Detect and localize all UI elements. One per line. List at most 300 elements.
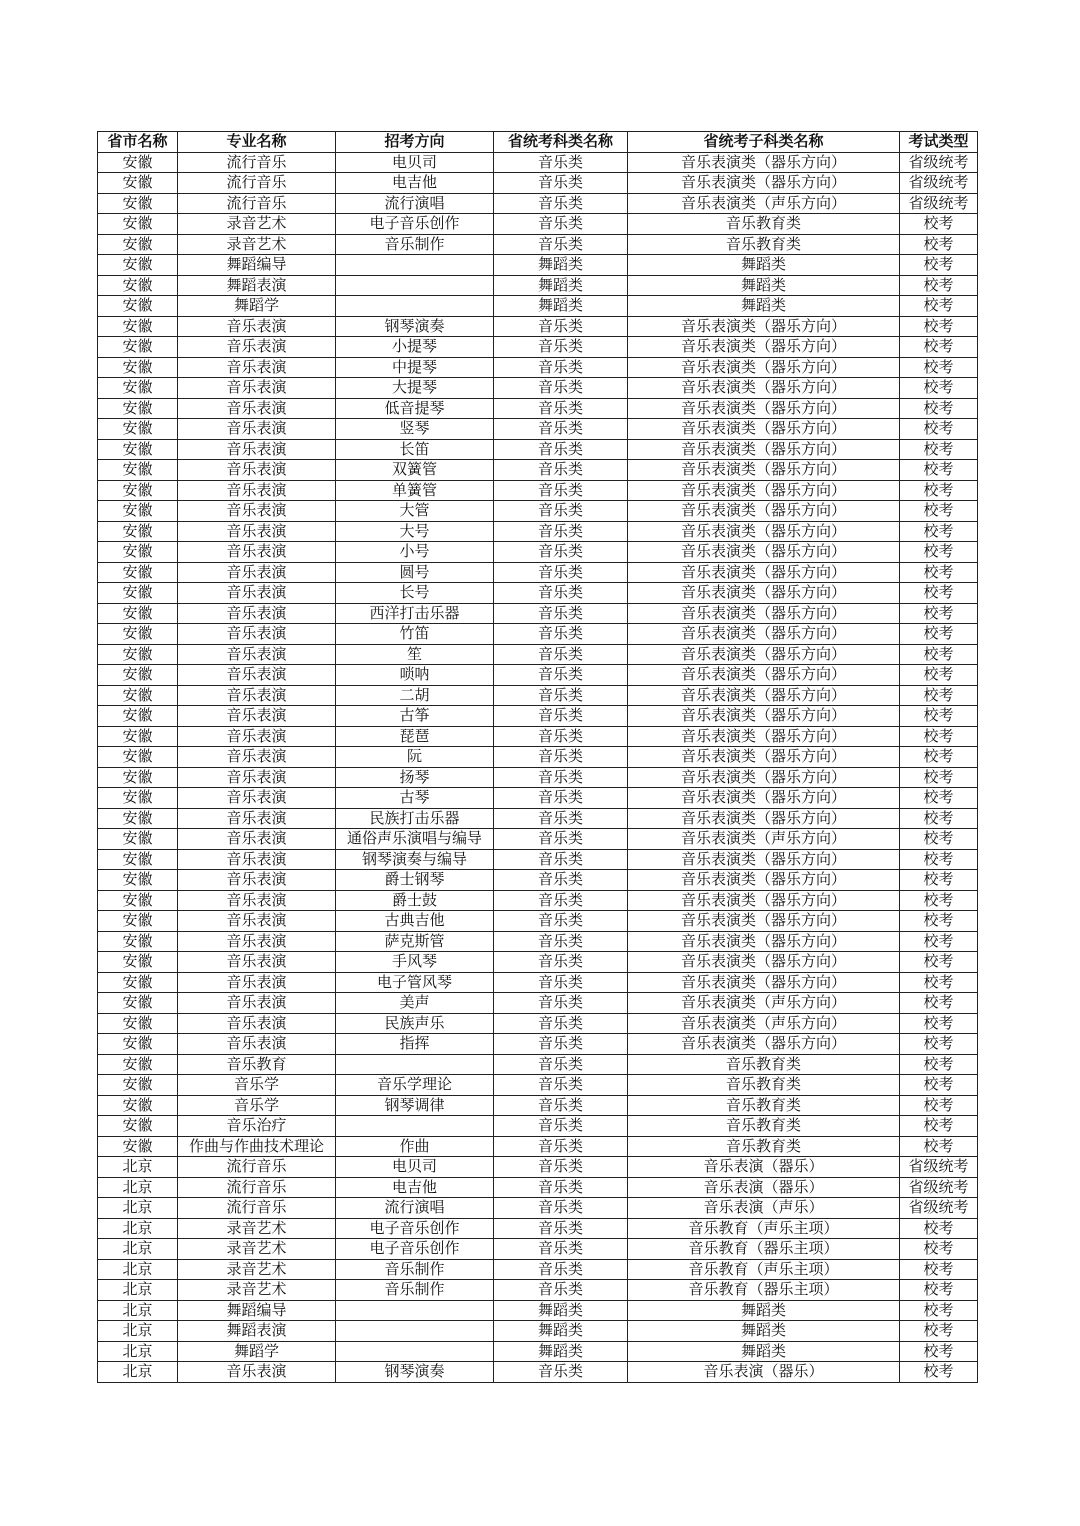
cell-major: 舞蹈学 bbox=[178, 1341, 336, 1362]
cell-exam-type: 省级统考 bbox=[900, 152, 978, 173]
cell-province: 安徽 bbox=[98, 706, 178, 727]
cell-direction: 小号 bbox=[336, 542, 494, 563]
table-row bbox=[98, 788, 978, 809]
cell-exam-type: 校考 bbox=[900, 665, 978, 686]
cell-subcategory: 音乐表演类（器乐方向） bbox=[628, 583, 900, 604]
cell-category: 音乐类 bbox=[494, 521, 628, 542]
cell-category: 音乐类 bbox=[494, 890, 628, 911]
cell-direction: 民族打击乐器 bbox=[336, 808, 494, 829]
cell-province: 安徽 bbox=[98, 726, 178, 747]
table-row bbox=[98, 747, 978, 768]
cell-subcategory: 音乐表演类（器乐方向） bbox=[628, 685, 900, 706]
cell-category: 音乐类 bbox=[494, 1075, 628, 1096]
table-row bbox=[98, 173, 978, 194]
cell-exam-type: 校考 bbox=[900, 562, 978, 583]
cell-subcategory: 音乐表演类（器乐方向） bbox=[628, 849, 900, 870]
cell-category: 音乐类 bbox=[494, 911, 628, 932]
cell-exam-type: 校考 bbox=[900, 1136, 978, 1157]
cell-exam-type: 校考 bbox=[900, 644, 978, 665]
cell-subcategory: 音乐表演类（器乐方向） bbox=[628, 808, 900, 829]
cell-major: 音乐表演 bbox=[178, 788, 336, 809]
cell-exam-type: 校考 bbox=[900, 767, 978, 788]
cell-major: 音乐表演 bbox=[178, 931, 336, 952]
cell-exam-type: 校考 bbox=[900, 480, 978, 501]
cell-province: 安徽 bbox=[98, 275, 178, 296]
cell-category: 舞蹈类 bbox=[494, 1300, 628, 1321]
table-row bbox=[98, 316, 978, 337]
table-row bbox=[98, 214, 978, 235]
cell-subcategory: 音乐教育类 bbox=[628, 1116, 900, 1137]
cell-major: 录音艺术 bbox=[178, 1259, 336, 1280]
table-row bbox=[98, 1198, 978, 1219]
cell-category: 音乐类 bbox=[494, 419, 628, 440]
table-row bbox=[98, 234, 978, 255]
table-row bbox=[98, 706, 978, 727]
cell-exam-type: 校考 bbox=[900, 296, 978, 317]
table-row bbox=[98, 1300, 978, 1321]
cell-category: 音乐类 bbox=[494, 972, 628, 993]
cell-exam-type: 校考 bbox=[900, 1239, 978, 1260]
cell-subcategory: 音乐表演类（器乐方向） bbox=[628, 644, 900, 665]
cell-exam-type: 校考 bbox=[900, 357, 978, 378]
cell-major: 音乐表演 bbox=[178, 952, 336, 973]
cell-subcategory: 音乐教育类 bbox=[628, 1095, 900, 1116]
cell-province: 安徽 bbox=[98, 1095, 178, 1116]
cell-direction bbox=[336, 1054, 494, 1075]
cell-exam-type: 校考 bbox=[900, 726, 978, 747]
cell-category: 音乐类 bbox=[494, 398, 628, 419]
table-row bbox=[98, 501, 978, 522]
cell-category: 音乐类 bbox=[494, 829, 628, 850]
table-row bbox=[98, 152, 978, 173]
cell-category: 音乐类 bbox=[494, 1362, 628, 1383]
cell-direction: 大管 bbox=[336, 501, 494, 522]
cell-province: 安徽 bbox=[98, 152, 178, 173]
cell-province: 北京 bbox=[98, 1300, 178, 1321]
cell-category: 音乐类 bbox=[494, 337, 628, 358]
cell-category: 音乐类 bbox=[494, 542, 628, 563]
cell-province: 安徽 bbox=[98, 1013, 178, 1034]
cell-major: 音乐表演 bbox=[178, 665, 336, 686]
cell-exam-type: 省级统考 bbox=[900, 1177, 978, 1198]
cell-major: 音乐表演 bbox=[178, 911, 336, 932]
cell-direction: 古琴 bbox=[336, 788, 494, 809]
cell-subcategory: 音乐教育类 bbox=[628, 1075, 900, 1096]
cell-province: 安徽 bbox=[98, 316, 178, 337]
cell-major: 音乐表演 bbox=[178, 1013, 336, 1034]
cell-subcategory: 音乐表演类（声乐方向） bbox=[628, 1013, 900, 1034]
table-row bbox=[98, 1013, 978, 1034]
header-direction: 招考方向 bbox=[336, 132, 494, 153]
cell-exam-type: 校考 bbox=[900, 316, 978, 337]
cell-major: 音乐教育 bbox=[178, 1054, 336, 1075]
cell-subcategory: 音乐表演类（器乐方向） bbox=[628, 173, 900, 194]
cell-major: 音乐表演 bbox=[178, 480, 336, 501]
table-row bbox=[98, 1321, 978, 1342]
cell-province: 安徽 bbox=[98, 337, 178, 358]
cell-category: 音乐类 bbox=[494, 644, 628, 665]
table-row bbox=[98, 1157, 978, 1178]
cell-category: 音乐类 bbox=[494, 1218, 628, 1239]
cell-exam-type: 校考 bbox=[900, 931, 978, 952]
cell-exam-type: 校考 bbox=[900, 1116, 978, 1137]
cell-category: 音乐类 bbox=[494, 562, 628, 583]
cell-subcategory: 音乐表演（器乐） bbox=[628, 1362, 900, 1383]
cell-subcategory: 音乐表演类（声乐方向） bbox=[628, 993, 900, 1014]
cell-major: 音乐表演 bbox=[178, 993, 336, 1014]
table-row bbox=[98, 255, 978, 276]
table-row bbox=[98, 1239, 978, 1260]
cell-direction: 大号 bbox=[336, 521, 494, 542]
table-row bbox=[98, 542, 978, 563]
cell-major: 舞蹈编导 bbox=[178, 255, 336, 276]
cell-subcategory: 音乐表演类（器乐方向） bbox=[628, 931, 900, 952]
exam-table bbox=[97, 131, 978, 1383]
cell-category: 音乐类 bbox=[494, 214, 628, 235]
cell-category: 舞蹈类 bbox=[494, 255, 628, 276]
cell-direction: 音乐制作 bbox=[336, 1280, 494, 1301]
cell-major: 音乐表演 bbox=[178, 747, 336, 768]
cell-category: 舞蹈类 bbox=[494, 296, 628, 317]
cell-exam-type: 校考 bbox=[900, 1341, 978, 1362]
cell-major: 舞蹈编导 bbox=[178, 1300, 336, 1321]
cell-major: 流行音乐 bbox=[178, 1177, 336, 1198]
cell-exam-type: 校考 bbox=[900, 1095, 978, 1116]
cell-exam-type: 校考 bbox=[900, 849, 978, 870]
cell-major: 录音艺术 bbox=[178, 1239, 336, 1260]
table-row bbox=[98, 562, 978, 583]
cell-major: 音乐表演 bbox=[178, 767, 336, 788]
cell-exam-type: 校考 bbox=[900, 419, 978, 440]
cell-direction: 中提琴 bbox=[336, 357, 494, 378]
header-major: 专业名称 bbox=[178, 132, 336, 153]
cell-province: 安徽 bbox=[98, 890, 178, 911]
cell-province: 安徽 bbox=[98, 398, 178, 419]
cell-direction: 低音提琴 bbox=[336, 398, 494, 419]
cell-category: 舞蹈类 bbox=[494, 275, 628, 296]
cell-direction: 竖琴 bbox=[336, 419, 494, 440]
cell-category: 音乐类 bbox=[494, 624, 628, 645]
cell-province: 安徽 bbox=[98, 788, 178, 809]
cell-province: 安徽 bbox=[98, 808, 178, 829]
table-row bbox=[98, 1136, 978, 1157]
cell-exam-type: 校考 bbox=[900, 214, 978, 235]
cell-direction bbox=[336, 1321, 494, 1342]
cell-subcategory: 音乐表演（器乐） bbox=[628, 1157, 900, 1178]
cell-category: 音乐类 bbox=[494, 439, 628, 460]
cell-province: 北京 bbox=[98, 1280, 178, 1301]
cell-province: 安徽 bbox=[98, 193, 178, 214]
cell-category: 音乐类 bbox=[494, 1034, 628, 1055]
cell-province: 安徽 bbox=[98, 911, 178, 932]
cell-exam-type: 省级统考 bbox=[900, 1157, 978, 1178]
cell-province: 北京 bbox=[98, 1218, 178, 1239]
cell-major: 音乐表演 bbox=[178, 337, 336, 358]
cell-subcategory: 音乐表演类（器乐方向） bbox=[628, 337, 900, 358]
cell-exam-type: 省级统考 bbox=[900, 173, 978, 194]
cell-direction bbox=[336, 296, 494, 317]
table-row bbox=[98, 829, 978, 850]
cell-exam-type: 校考 bbox=[900, 952, 978, 973]
cell-exam-type: 校考 bbox=[900, 993, 978, 1014]
cell-exam-type: 校考 bbox=[900, 583, 978, 604]
cell-subcategory: 音乐表演类（器乐方向） bbox=[628, 665, 900, 686]
cell-direction bbox=[336, 255, 494, 276]
cell-direction: 指挥 bbox=[336, 1034, 494, 1055]
cell-category: 音乐类 bbox=[494, 1239, 628, 1260]
cell-direction bbox=[336, 1341, 494, 1362]
cell-direction: 爵士鼓 bbox=[336, 890, 494, 911]
cell-category: 音乐类 bbox=[494, 1095, 628, 1116]
table-row bbox=[98, 460, 978, 481]
cell-major: 舞蹈表演 bbox=[178, 275, 336, 296]
cell-province: 安徽 bbox=[98, 931, 178, 952]
cell-subcategory: 音乐表演类（器乐方向） bbox=[628, 1034, 900, 1055]
cell-direction: 手风琴 bbox=[336, 952, 494, 973]
cell-direction: 琵琶 bbox=[336, 726, 494, 747]
cell-province: 安徽 bbox=[98, 1136, 178, 1157]
cell-major: 音乐表演 bbox=[178, 439, 336, 460]
cell-direction: 电贝司 bbox=[336, 1157, 494, 1178]
cell-exam-type: 校考 bbox=[900, 337, 978, 358]
cell-province: 安徽 bbox=[98, 378, 178, 399]
cell-major: 音乐表演 bbox=[178, 316, 336, 337]
cell-subcategory: 音乐教育（声乐主项） bbox=[628, 1218, 900, 1239]
cell-category: 音乐类 bbox=[494, 316, 628, 337]
table-body bbox=[98, 152, 978, 1382]
cell-subcategory: 音乐表演类（器乐方向） bbox=[628, 398, 900, 419]
cell-province: 安徽 bbox=[98, 603, 178, 624]
cell-exam-type: 校考 bbox=[900, 398, 978, 419]
table-row bbox=[98, 480, 978, 501]
cell-exam-type: 校考 bbox=[900, 808, 978, 829]
cell-subcategory: 音乐表演类（器乐方向） bbox=[628, 788, 900, 809]
cell-category: 音乐类 bbox=[494, 767, 628, 788]
cell-exam-type: 校考 bbox=[900, 439, 978, 460]
cell-exam-type: 省级统考 bbox=[900, 1198, 978, 1219]
cell-direction: 西洋打击乐器 bbox=[336, 603, 494, 624]
table-row bbox=[98, 665, 978, 686]
cell-exam-type: 校考 bbox=[900, 685, 978, 706]
table-row bbox=[98, 378, 978, 399]
cell-direction: 笙 bbox=[336, 644, 494, 665]
cell-exam-type: 校考 bbox=[900, 870, 978, 891]
cell-category: 音乐类 bbox=[494, 747, 628, 768]
table-row bbox=[98, 1218, 978, 1239]
table-row bbox=[98, 624, 978, 645]
cell-subcategory: 音乐教育类 bbox=[628, 214, 900, 235]
cell-major: 音乐表演 bbox=[178, 829, 336, 850]
cell-category: 音乐类 bbox=[494, 1198, 628, 1219]
table-row bbox=[98, 275, 978, 296]
cell-category: 音乐类 bbox=[494, 152, 628, 173]
cell-direction: 通俗声乐演唱与编导 bbox=[336, 829, 494, 850]
cell-exam-type: 校考 bbox=[900, 378, 978, 399]
cell-subcategory: 音乐表演类（器乐方向） bbox=[628, 501, 900, 522]
cell-exam-type: 校考 bbox=[900, 1259, 978, 1280]
cell-province: 安徽 bbox=[98, 829, 178, 850]
cell-subcategory: 音乐表演类（器乐方向） bbox=[628, 952, 900, 973]
cell-category: 音乐类 bbox=[494, 173, 628, 194]
cell-province: 北京 bbox=[98, 1198, 178, 1219]
cell-subcategory: 音乐表演类（器乐方向） bbox=[628, 870, 900, 891]
cell-province: 安徽 bbox=[98, 952, 178, 973]
cell-category: 音乐类 bbox=[494, 193, 628, 214]
cell-subcategory: 音乐表演类（声乐方向） bbox=[628, 193, 900, 214]
cell-category: 音乐类 bbox=[494, 1280, 628, 1301]
cell-province: 北京 bbox=[98, 1362, 178, 1383]
cell-province: 安徽 bbox=[98, 1034, 178, 1055]
cell-major: 音乐表演 bbox=[178, 378, 336, 399]
cell-direction: 电子音乐创作 bbox=[336, 1218, 494, 1239]
cell-category: 音乐类 bbox=[494, 357, 628, 378]
table-row bbox=[98, 1341, 978, 1362]
cell-exam-type: 校考 bbox=[900, 788, 978, 809]
cell-direction: 爵士钢琴 bbox=[336, 870, 494, 891]
cell-exam-type: 校考 bbox=[900, 747, 978, 768]
cell-subcategory: 舞蹈类 bbox=[628, 1341, 900, 1362]
cell-direction: 唢呐 bbox=[336, 665, 494, 686]
cell-major: 音乐表演 bbox=[178, 870, 336, 891]
table-row bbox=[98, 1034, 978, 1055]
cell-direction: 古典吉他 bbox=[336, 911, 494, 932]
cell-direction: 扬琴 bbox=[336, 767, 494, 788]
cell-direction: 小提琴 bbox=[336, 337, 494, 358]
cell-major: 音乐表演 bbox=[178, 1034, 336, 1055]
cell-exam-type: 校考 bbox=[900, 1034, 978, 1055]
cell-subcategory: 音乐表演类（器乐方向） bbox=[628, 726, 900, 747]
table-row bbox=[98, 337, 978, 358]
cell-province: 北京 bbox=[98, 1239, 178, 1260]
cell-major: 音乐表演 bbox=[178, 562, 336, 583]
header-subcategory: 省统考子科类名称 bbox=[628, 132, 900, 153]
cell-province: 安徽 bbox=[98, 173, 178, 194]
cell-subcategory: 舞蹈类 bbox=[628, 296, 900, 317]
cell-province: 安徽 bbox=[98, 480, 178, 501]
cell-major: 音乐学 bbox=[178, 1095, 336, 1116]
cell-major: 音乐表演 bbox=[178, 521, 336, 542]
cell-category: 音乐类 bbox=[494, 234, 628, 255]
cell-major: 音乐表演 bbox=[178, 1362, 336, 1383]
cell-province: 安徽 bbox=[98, 665, 178, 686]
cell-exam-type: 校考 bbox=[900, 1013, 978, 1034]
cell-exam-type: 校考 bbox=[900, 890, 978, 911]
cell-major: 作曲与作曲技术理论 bbox=[178, 1136, 336, 1157]
cell-direction: 音乐制作 bbox=[336, 1259, 494, 1280]
table-row bbox=[98, 1259, 978, 1280]
cell-subcategory: 音乐表演类（器乐方向） bbox=[628, 419, 900, 440]
cell-exam-type: 校考 bbox=[900, 1218, 978, 1239]
cell-category: 音乐类 bbox=[494, 808, 628, 829]
cell-province: 安徽 bbox=[98, 542, 178, 563]
cell-category: 音乐类 bbox=[494, 849, 628, 870]
table-row bbox=[98, 952, 978, 973]
table-row bbox=[98, 1362, 978, 1383]
header-province: 省市名称 bbox=[98, 132, 178, 153]
cell-exam-type: 省级统考 bbox=[900, 193, 978, 214]
cell-subcategory: 音乐表演类（器乐方向） bbox=[628, 542, 900, 563]
cell-major: 音乐表演 bbox=[178, 624, 336, 645]
exam-table-sheet bbox=[97, 131, 977, 1383]
cell-exam-type: 校考 bbox=[900, 501, 978, 522]
cell-major: 录音艺术 bbox=[178, 234, 336, 255]
cell-subcategory: 音乐表演类（器乐方向） bbox=[628, 747, 900, 768]
cell-exam-type: 校考 bbox=[900, 706, 978, 727]
cell-direction: 竹笛 bbox=[336, 624, 494, 645]
table-row bbox=[98, 972, 978, 993]
cell-exam-type: 校考 bbox=[900, 829, 978, 850]
cell-major: 音乐表演 bbox=[178, 357, 336, 378]
cell-direction: 阮 bbox=[336, 747, 494, 768]
cell-province: 安徽 bbox=[98, 747, 178, 768]
cell-subcategory: 舞蹈类 bbox=[628, 1300, 900, 1321]
cell-category: 音乐类 bbox=[494, 788, 628, 809]
cell-exam-type: 校考 bbox=[900, 275, 978, 296]
cell-direction: 电吉他 bbox=[336, 173, 494, 194]
cell-category: 音乐类 bbox=[494, 993, 628, 1014]
cell-exam-type: 校考 bbox=[900, 1054, 978, 1075]
table-row bbox=[98, 357, 978, 378]
cell-subcategory: 音乐表演类（器乐方向） bbox=[628, 521, 900, 542]
cell-province: 北京 bbox=[98, 1321, 178, 1342]
header-category: 省统考科类名称 bbox=[494, 132, 628, 153]
cell-category: 音乐类 bbox=[494, 1177, 628, 1198]
cell-category: 音乐类 bbox=[494, 931, 628, 952]
table-row bbox=[98, 1116, 978, 1137]
cell-direction: 圆号 bbox=[336, 562, 494, 583]
cell-subcategory: 音乐教育类 bbox=[628, 1136, 900, 1157]
cell-exam-type: 校考 bbox=[900, 542, 978, 563]
cell-subcategory: 音乐表演类（器乐方向） bbox=[628, 972, 900, 993]
table-row bbox=[98, 1177, 978, 1198]
cell-direction: 美声 bbox=[336, 993, 494, 1014]
cell-province: 安徽 bbox=[98, 644, 178, 665]
cell-category: 音乐类 bbox=[494, 1157, 628, 1178]
cell-exam-type: 校考 bbox=[900, 460, 978, 481]
cell-category: 音乐类 bbox=[494, 1054, 628, 1075]
table-row bbox=[98, 1054, 978, 1075]
cell-subcategory: 音乐教育类 bbox=[628, 234, 900, 255]
cell-major: 音乐学 bbox=[178, 1075, 336, 1096]
cell-major: 音乐表演 bbox=[178, 644, 336, 665]
cell-subcategory: 音乐表演类（器乐方向） bbox=[628, 460, 900, 481]
table-row bbox=[98, 398, 978, 419]
cell-major: 音乐表演 bbox=[178, 890, 336, 911]
cell-province: 安徽 bbox=[98, 357, 178, 378]
cell-direction: 钢琴演奏与编导 bbox=[336, 849, 494, 870]
cell-province: 安徽 bbox=[98, 870, 178, 891]
table-row bbox=[98, 993, 978, 1014]
cell-exam-type: 校考 bbox=[900, 1362, 978, 1383]
cell-exam-type: 校考 bbox=[900, 234, 978, 255]
cell-subcategory: 音乐表演类（器乐方向） bbox=[628, 357, 900, 378]
cell-province: 北京 bbox=[98, 1341, 178, 1362]
cell-category: 音乐类 bbox=[494, 460, 628, 481]
table-header-row bbox=[98, 132, 978, 153]
cell-direction: 钢琴演奏 bbox=[336, 316, 494, 337]
cell-direction: 音乐制作 bbox=[336, 234, 494, 255]
table-row bbox=[98, 1280, 978, 1301]
cell-subcategory: 音乐教育（器乐主项） bbox=[628, 1239, 900, 1260]
cell-province: 北京 bbox=[98, 1259, 178, 1280]
cell-direction: 长笛 bbox=[336, 439, 494, 460]
cell-exam-type: 校考 bbox=[900, 911, 978, 932]
cell-major: 音乐表演 bbox=[178, 685, 336, 706]
cell-subcategory: 音乐表演类（器乐方向） bbox=[628, 706, 900, 727]
cell-province: 安徽 bbox=[98, 624, 178, 645]
cell-subcategory: 音乐表演类（器乐方向） bbox=[628, 316, 900, 337]
cell-direction: 电子音乐创作 bbox=[336, 1239, 494, 1260]
